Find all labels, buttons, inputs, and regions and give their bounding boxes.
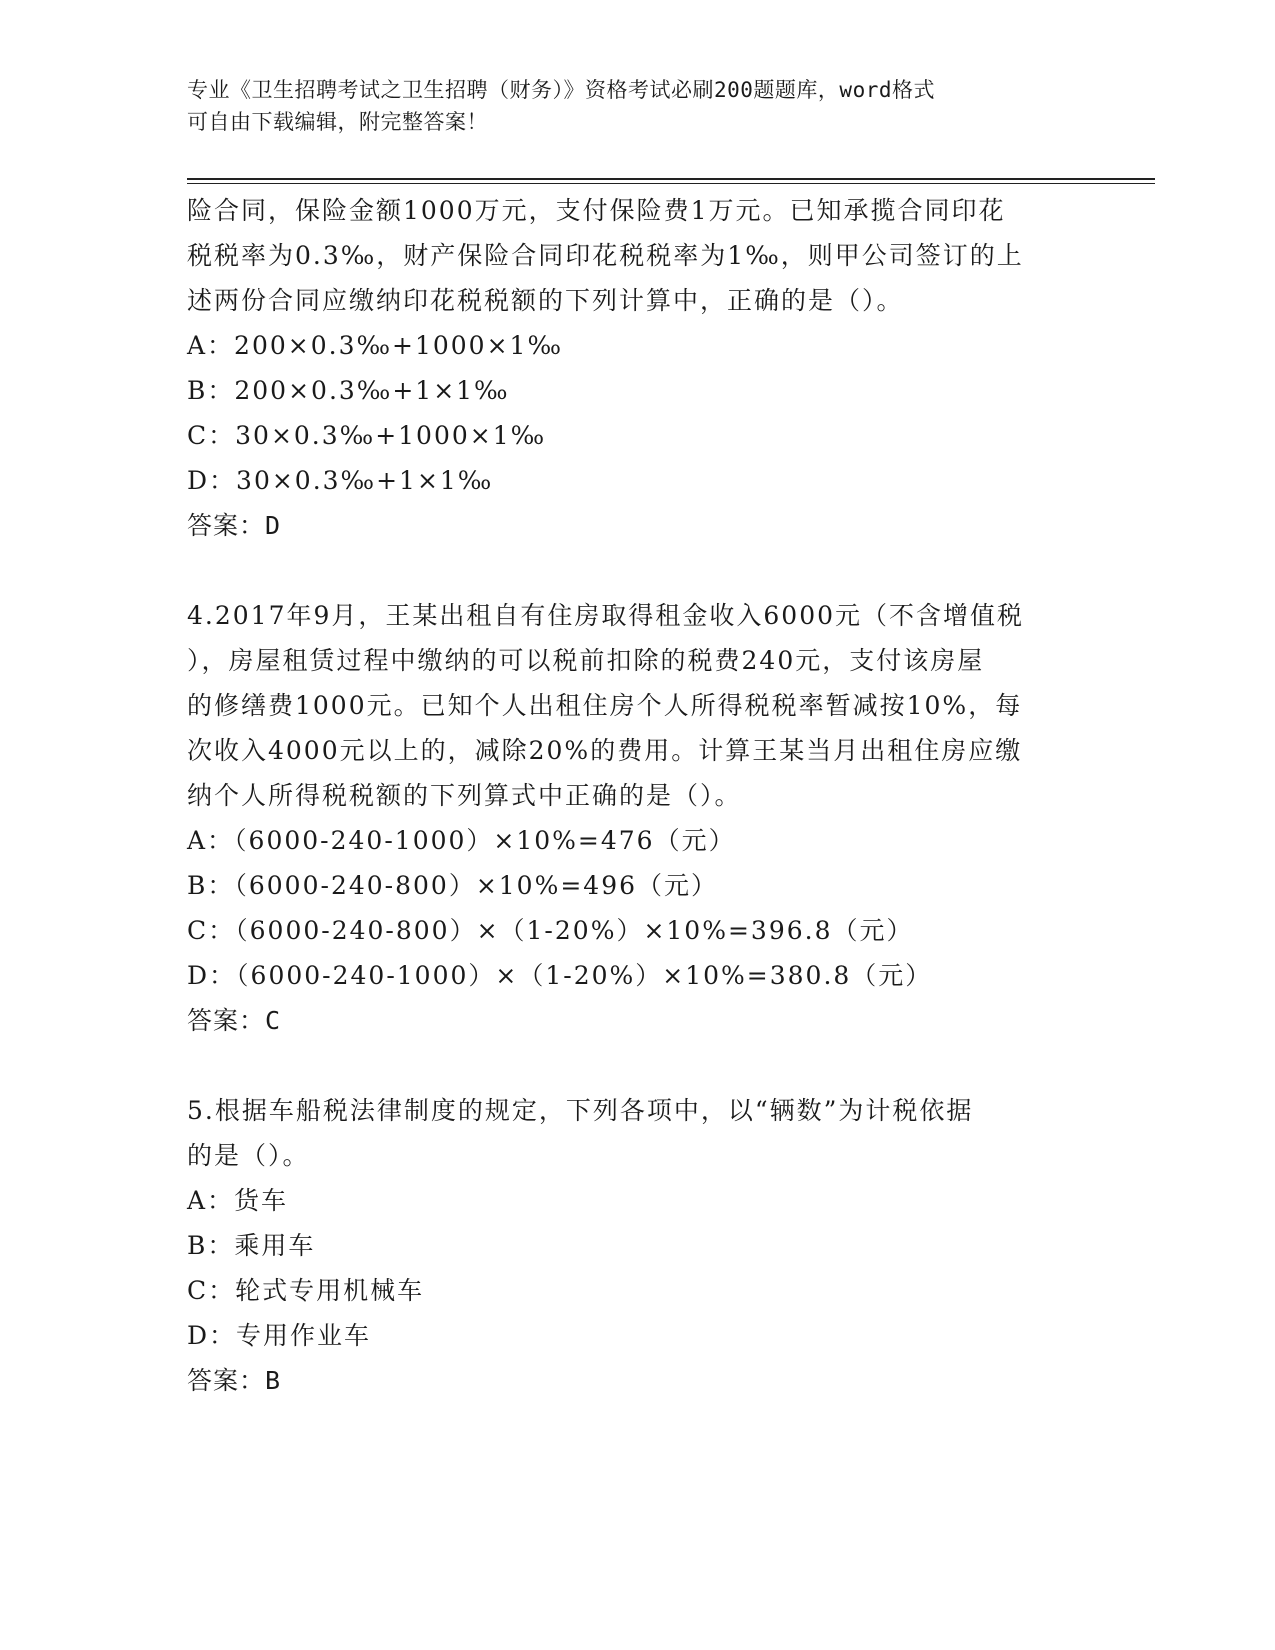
option-d: D：（6000-240-1000）×（1-20%）×10%=380.8（元） xyxy=(187,961,933,990)
question-4 xyxy=(187,593,1087,1043)
question-text-line: 5.根据车船税法律制度的规定，下列各项中，以“辆数”为计税依据 xyxy=(187,1096,974,1125)
question-5 xyxy=(187,1088,1087,1403)
option-c: C：轮式专用机械车 xyxy=(187,1276,425,1305)
question-text-line: 次收入4000元以上的，减除20%的费用。计算王某当月出租住房应缴 xyxy=(187,736,1023,765)
answer-line: 答案：C xyxy=(187,1006,282,1035)
spacer xyxy=(187,1043,1087,1088)
answer-line: 答案：B xyxy=(187,1366,282,1395)
answer-line: 答案：D xyxy=(187,511,282,540)
option-b: B：（6000-240-800）×10%=496（元） xyxy=(187,871,719,900)
question-text-line: 纳个人所得税税额的下列算式中正确的是（）。 xyxy=(187,781,742,810)
question-text-line: ），房屋租赁过程中缴纳的可以税前扣除的税费240元，支付该房屋 xyxy=(187,646,985,675)
document-body xyxy=(187,188,1087,1403)
question-text-line: 税税率为0.3‰，财产保险合同印花税税率为1‰，则甲公司签订的上 xyxy=(187,241,1024,270)
option-b: B：200×0.3‰+1×1‰ xyxy=(187,376,510,405)
header-rule-thick xyxy=(187,178,1155,180)
option-a: A：货车 xyxy=(187,1186,289,1215)
question-3 xyxy=(187,188,1087,548)
option-c: C：（6000-240-800）×（1-20%）×10%=396.8（元） xyxy=(187,916,914,945)
option-a: A：（6000-240-1000）×10%=476（元） xyxy=(187,826,736,855)
header-line-2: 可自由下载编辑，附完整答案！ xyxy=(187,110,488,134)
page-header xyxy=(187,74,1087,138)
question-text-line: 险合同，保险金额1000万元，支付保险费1万元。已知承揽合同印花 xyxy=(187,196,1006,225)
option-d: D：专用作业车 xyxy=(187,1321,372,1350)
option-b: B：乘用车 xyxy=(187,1231,316,1260)
option-c: C：30×0.3‰+1000×1‰ xyxy=(187,421,547,450)
spacer xyxy=(187,548,1087,593)
header-rule-thin xyxy=(187,183,1155,184)
question-text-line: 的修缮费1000元。已知个人出租住房个人所得税税率暂减按10%，每 xyxy=(187,691,1023,720)
question-text-line: 4.2017年9月，王某出租自有住房取得租金收入6000元（不含增值税 xyxy=(187,601,1025,630)
question-text-line: 的是（）。 xyxy=(187,1141,310,1170)
question-text-line: 述两份合同应缴纳印花税税额的下列计算中，正确的是（）。 xyxy=(187,286,904,315)
header-line-1: 专业《卫生招聘考试之卫生招聘（财务）》资格考试必刷200题题库，word格式 xyxy=(187,78,935,102)
option-a: A：200×0.3‰+1000×1‰ xyxy=(187,331,563,360)
option-d: D：30×0.3‰+1×1‰ xyxy=(187,466,494,495)
